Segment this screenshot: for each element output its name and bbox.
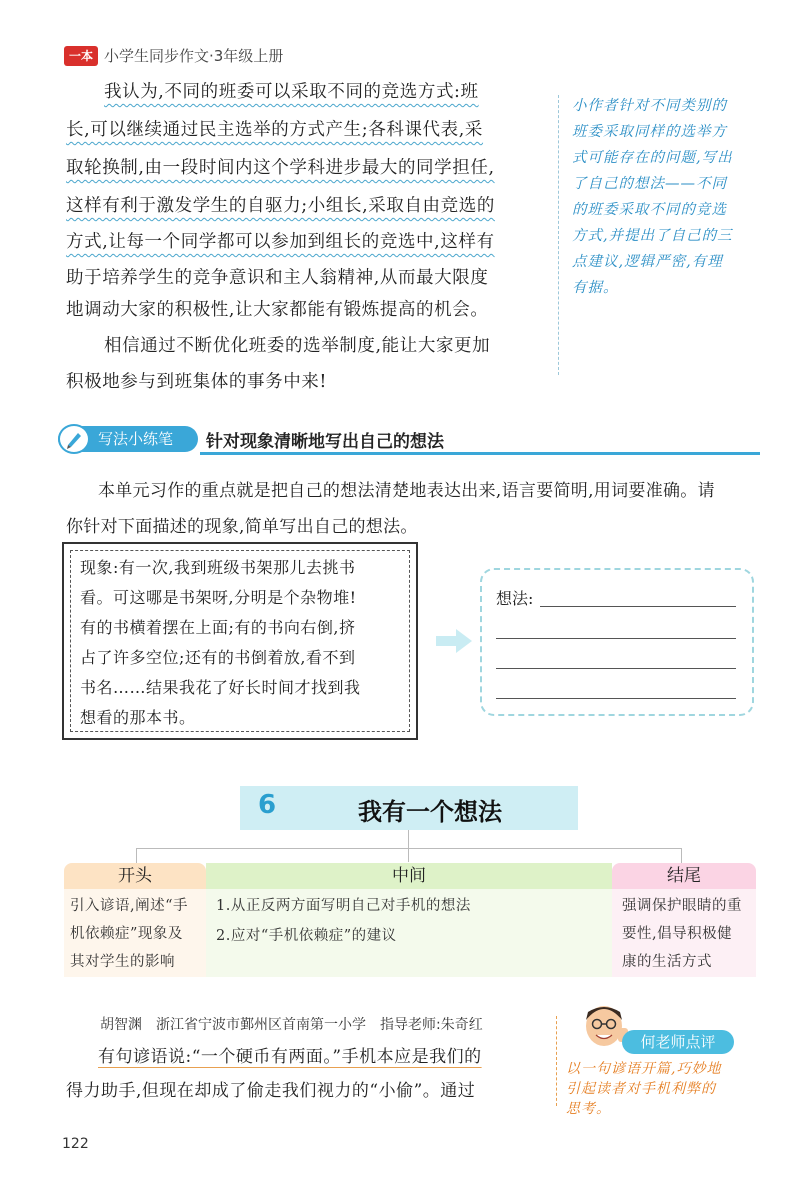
essay-line: 助于培养学生的竞争意识和主人翁精神,从而最大限度 bbox=[66, 268, 489, 288]
side-comment-line: 了自己的想法——不同 bbox=[572, 176, 727, 192]
teacher-comment-line: 引起读者对手机利弊的 bbox=[566, 1081, 716, 1097]
teacher-badge: 何老师点评 bbox=[622, 1030, 734, 1054]
author-line: 胡智渊 浙江省宁波市鄞州区首南第一小学 指导老师:朱奇红 bbox=[100, 1017, 483, 1033]
arrow-right-icon bbox=[434, 626, 474, 660]
phenomenon-line: 占了许多空位;还有的书倒着放,看不到 bbox=[80, 648, 356, 667]
side-comment-line: 的班委采取不同的竞选 bbox=[572, 202, 727, 218]
essay-line: 地调动大家的积极性,让大家都能有锻炼提高的机会。 bbox=[66, 300, 489, 320]
side-comment-line: 点建议,逻辑严密,有理 bbox=[572, 254, 723, 270]
outline-end-line: 强调保护眼睛的重 bbox=[622, 898, 742, 914]
phenomenon-line: 看。可这哪是书架呀,分明是个杂物堆! bbox=[80, 588, 357, 607]
tree-connector bbox=[408, 830, 409, 848]
teacher-comment-line: 思考。 bbox=[566, 1101, 611, 1117]
answer-line[interactable] bbox=[496, 698, 736, 699]
instruction-line: 你针对下面描述的现象,简单写出自己的想法。 bbox=[66, 517, 418, 537]
essay-line: 取轮换制,由一段时间内这个学科进步最大的同学担任, bbox=[66, 158, 495, 178]
side-comment-line: 方式,并提出了自己的三 bbox=[572, 228, 733, 244]
tree-connector bbox=[408, 848, 409, 862]
phenomenon-line: 书名……结果我花了好长时间才找到我 bbox=[80, 678, 361, 697]
essay-line: 我认为,不同的班委可以采取不同的竞选方式:班 bbox=[104, 82, 479, 102]
side-comment-line: 班委采取同样的选举方 bbox=[572, 124, 727, 140]
outline-middle-line: 1.从正反两方面写明自己对手机的想法 bbox=[216, 898, 471, 914]
practice-title-rule bbox=[200, 452, 760, 455]
answer-line[interactable] bbox=[496, 638, 736, 639]
comment-divider bbox=[558, 95, 559, 375]
outline-start-line: 其对学生的影响 bbox=[70, 954, 175, 970]
page-number: 122 bbox=[62, 1136, 89, 1152]
side-comment-line: 小作者针对不同类别的 bbox=[572, 98, 727, 114]
essay-line: 这样有利于激发学生的自驱力;小组长,采取自由竞选的 bbox=[66, 196, 495, 216]
practice-badge: 写法小练笔 bbox=[58, 426, 198, 452]
opening-line bbox=[98, 1042, 482, 1067]
practice-title: 针对现象清晰地写出自己的想法 bbox=[206, 432, 444, 452]
answer-line[interactable] bbox=[540, 606, 736, 607]
instruction-line: 本单元习作的重点就是把自己的想法清楚地表达出来,语言要简明,用词要准确。请 bbox=[98, 481, 715, 501]
outline-head-middle: 中间 bbox=[206, 863, 612, 889]
tree-connector bbox=[136, 848, 682, 863]
outline-head-end: 结尾 bbox=[612, 863, 756, 889]
opening-line-text: 有句谚语说:“一个硬币有两面。”手机本应是我们的 bbox=[98, 1047, 482, 1067]
outline-start-line: 引入谚语,阐述“手 bbox=[70, 898, 189, 914]
lesson-title: 我有一个想法 bbox=[358, 798, 502, 826]
lesson-number: 6 bbox=[258, 790, 277, 820]
essay-line: 方式,让每一个同学都可以参加到组长的竞选中,这样有 bbox=[66, 232, 495, 252]
outline-middle-line: 2.应对“手机依赖症”的建议 bbox=[216, 928, 397, 944]
pen-icon bbox=[58, 424, 90, 454]
phenomenon-line: 现象:有一次,我到班级书架那儿去挑书 bbox=[80, 558, 356, 577]
essay-line: 积极地参与到班集体的事务中来! bbox=[66, 372, 328, 392]
phenomenon-line: 想看的那本书。 bbox=[80, 708, 196, 727]
side-comment-line: 式可能存在的问题,写出 bbox=[572, 150, 733, 166]
answer-label: 想法: bbox=[496, 589, 534, 608]
book-logo: 一本 bbox=[64, 46, 98, 66]
outline-start-line: 机依赖症”现象及 bbox=[70, 926, 183, 942]
outline-end-line: 康的生活方式 bbox=[622, 954, 712, 970]
side-comment-line: 有据。 bbox=[572, 280, 619, 296]
book-title: 小学生同步作文·3年级上册 bbox=[104, 47, 284, 65]
teacher-divider bbox=[556, 1016, 557, 1106]
opening-line: 得力助手,但现在却成了偷走我们视力的“小偷”。通过 bbox=[66, 1081, 476, 1101]
answer-line[interactable] bbox=[496, 668, 736, 669]
essay-line: 长,可以继续通过民主选举的方式产生;各科课代表,采 bbox=[66, 120, 484, 140]
essay-line: 相信通过不断优化班委的选举制度,能让大家更加 bbox=[104, 336, 491, 356]
teacher-comment-line: 以一句谚语开篇,巧妙地 bbox=[566, 1061, 722, 1077]
outline-end-line: 要性,倡导积极健 bbox=[622, 926, 733, 942]
outline-head-start: 开头 bbox=[64, 863, 206, 889]
phenomenon-line: 有的书横着摆在上面;有的书向右倒,挤 bbox=[80, 618, 356, 637]
